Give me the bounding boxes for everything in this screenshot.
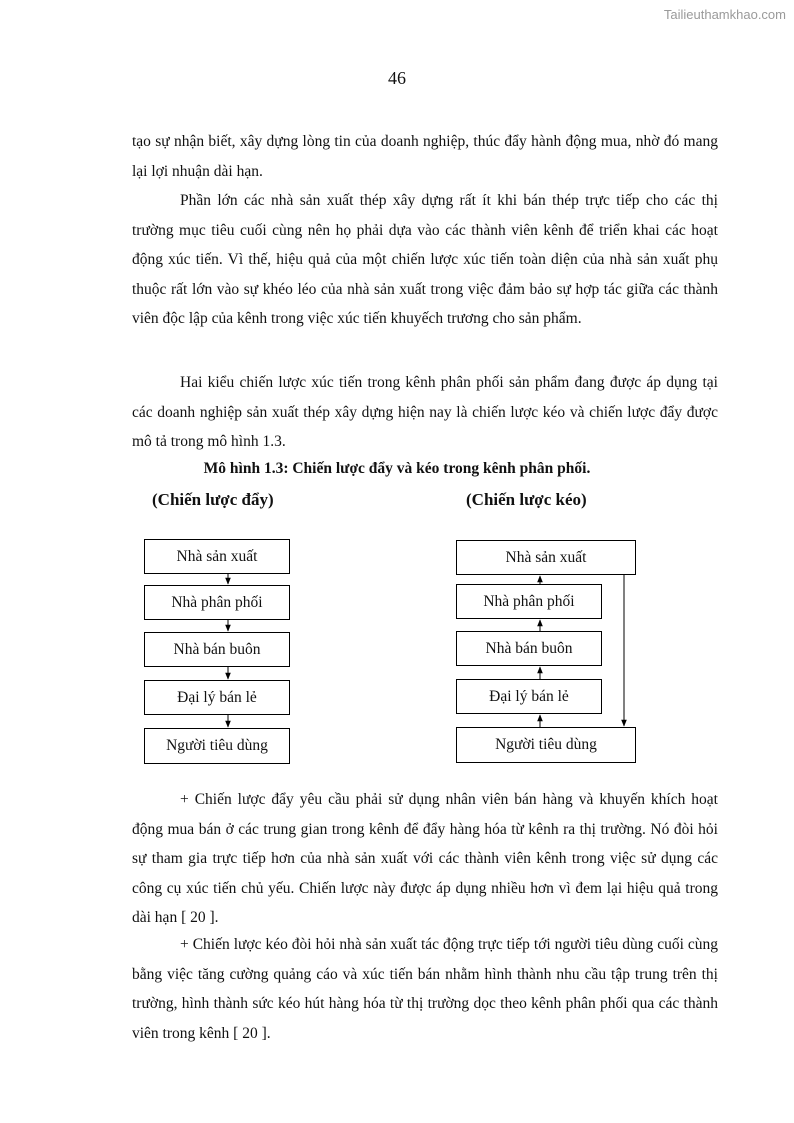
push-strategy-title: (Chiến lược đẩy)	[152, 490, 274, 509]
pull-box-retailer: Đại lý bán lẻ	[456, 679, 602, 714]
paragraph-pull-strategy: + Chiến lược kéo đòi hỏi nhà sản xuất tác động trực tiếp tới người tiêu dùng cuối cùng bằng việc tăng cường quảng cáo và xúc tiến bán nhằm hình thành nhu cầu tập trung trên thị trường, hình thành sức kéo hút hàng hóa từ thị trường dọc theo kênh phân phối qua các thành viên trong kênh [ 20 ].	[132, 936, 718, 1042]
paragraph-manufacturers: Phần lớn các nhà sản xuất thép xây dựng rất ít khi bán thép trực tiếp cho các thị trường mục tiêu cuối cùng nên họ phải dựa vào các thành viên kênh để triển khai các hoạt động xúc tiến. Vì thế, hiệu quả của một chiến lược xúc tiến toàn diện của nhà sản xuất phụ thuộc rất lớn vào sự khéo léo của nhà sản xuất trong việc đảm bảo sự hợp tác giữa các thành viên độc lập của kênh trong việc xúc tiến khuyếch trương cho sản phẩm.	[132, 192, 718, 327]
pull-box-distributor: Nhà phân phối	[456, 584, 602, 619]
push-box-manufacturer: Nhà sản xuất	[144, 539, 290, 574]
watermark: Tailieuthamkhao.com	[663, 7, 786, 22]
push-box-distributor: Nhà phân phối	[144, 585, 290, 620]
push-box-wholesaler: Nhà bán buôn	[144, 632, 290, 667]
pull-strategy-title: (Chiến lược kéo)	[466, 490, 587, 509]
push-box-consumer: Người tiêu dùng	[144, 728, 290, 764]
page-number: 46	[388, 68, 406, 88]
push-box-retailer: Đại lý bán lẻ	[144, 680, 290, 715]
pull-box-consumer: Người tiêu dùng	[456, 727, 636, 763]
paragraph-push-strategy: + Chiến lược đẩy yêu cầu phải sử dụng nhân viên bán hàng và khuyến khích hoạt động mua bán ở các trung gian trong kênh để đẩy hàng hóa từ kênh ra thị trường. Nó đòi hỏi sự tham gia trực tiếp hơn của nhà sản xuất với các thành viên kênh trong việc sử dụng các công cụ xúc tiến chủ yếu. Chiến lược này được áp dụng nhiều hơn vì đem lại hiệu quả trong dài hạn [ 20 ].	[132, 791, 718, 926]
pull-box-manufacturer: Nhà sản xuất	[456, 540, 636, 575]
paragraph-strategies: Hai kiểu chiến lược xúc tiến trong kênh phân phối sản phẩm đang được áp dụng tại các doanh nghiệp sản xuất thép xây dựng hiện nay là chiến lược kéo và chiến lược đẩy được mô tả trong mô hình 1.3.	[132, 374, 718, 450]
pull-box-wholesaler: Nhà bán buôn	[456, 631, 602, 666]
paragraph-intro: tạo sự nhận biết, xây dựng lòng tin của doanh nghiệp, thúc đẩy hành động mua, nhờ đó mang lại lợi nhuận dài hạn.	[132, 133, 718, 180]
figure-caption: Mô hình 1.3: Chiến lược đẩy và kéo trong kênh phân phối.	[203, 460, 591, 477]
